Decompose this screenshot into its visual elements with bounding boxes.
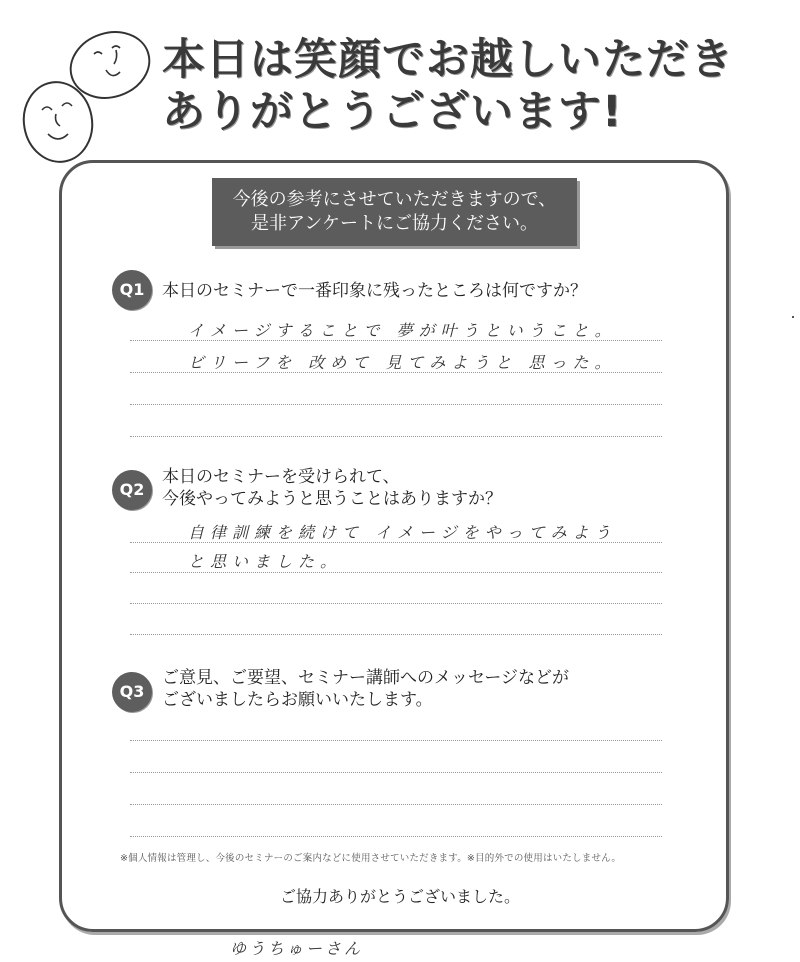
q2-question-line-1: 本日のセミナーを受けられて、 [162,467,400,487]
answer-rule [130,772,662,773]
q2-answer-line-2: と思いました。 [188,552,343,571]
q1-question-line: 本日のセミナーで一番印象に残ったところは何ですか？ [162,281,587,301]
q1-answer-line-2: ビリーフを 改めて 見てみようと 思った。 [188,353,617,372]
answer-rule [130,572,662,573]
smiley-face-icon-features [42,103,72,139]
q3-question-line-2: ございましたらお願いいたします。 [162,690,433,710]
answer-rule [130,436,662,437]
answer-rule [130,372,662,373]
survey-banner [212,178,577,246]
answer-rule [130,804,662,805]
q2-badge: Q2 [112,470,152,510]
answer-rule [130,404,662,405]
q3-question [162,667,569,711]
smiley-face-icon-features [94,46,120,76]
q3-badge: Q3 [112,672,152,712]
title-line-2: ありがとうございます! [162,87,623,137]
smiley-face-icon [18,77,99,168]
answer-rule [130,836,662,837]
answer-rule [130,603,662,604]
q1-badge: Q1 [112,270,152,310]
q1-question [162,280,587,302]
privacy-note: ※個人情報は管理し、今後のセミナーのご案内などに使用させていただきます。※目的外での使用はいたしません。 [120,853,622,864]
banner-line-1: 今後の参考にさせていただきますので、 [232,189,557,210]
smiley-faces-doodle [14,10,154,170]
q2-question-line-2: 今後やってみようと思うことはありますか？ [162,489,502,509]
answer-rule [130,542,662,543]
answer-rule [130,740,662,741]
smiley-face-icon [62,22,154,108]
scan-speck [792,316,794,318]
page-title [162,34,782,138]
q2-answer-line-1: 自律訓練を続けて イメージをやってみよう [188,523,617,542]
banner-line-2: 是非アンケートにご協力ください。 [251,213,538,234]
q2-question [162,466,502,510]
q1-answer-line-1: イメージすることで 夢が叶うということ。 [188,321,617,340]
handwritten-signature: ゆうちゅーさん [230,939,364,958]
closing-message: ご協力ありがとうございました。 [279,887,520,906]
q3-question-line-1: ご意見、ご要望、セミナー講師へのメッセージなどが [162,668,569,688]
answer-rule [130,634,662,635]
title-line-1: 本日は笑顔でお越しいただき [162,35,734,85]
answer-rule [130,340,662,341]
survey-card [59,160,729,932]
